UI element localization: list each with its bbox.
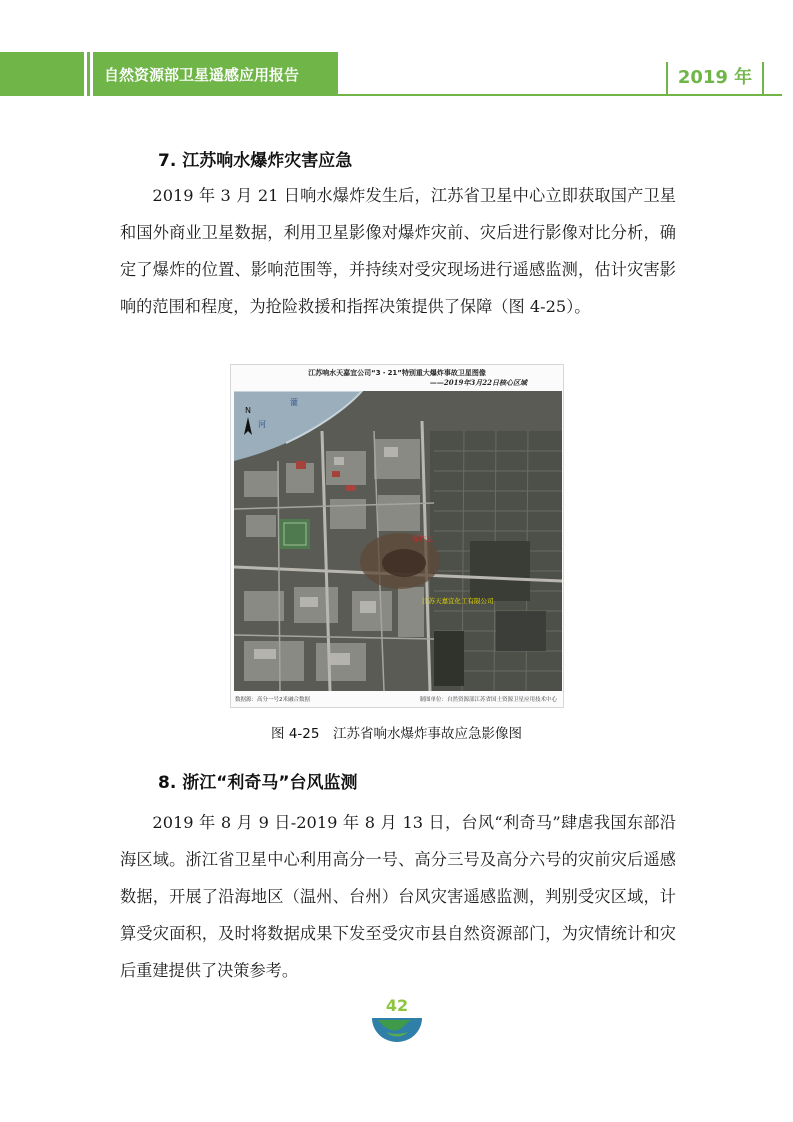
page-number: 42 (385, 996, 409, 1015)
header-stripe (90, 52, 93, 96)
data-source-note: 数据源：高分一号2米融合数据 (235, 697, 311, 703)
section-7-heading: 7. 江苏响水爆炸灾害应急 (158, 151, 353, 171)
satellite-figure (230, 364, 564, 708)
header-stripe (84, 52, 87, 96)
figure-title: 江苏响水天嘉宜公司“3・21”特别重大爆炸事故卫星图像 (308, 369, 486, 377)
header-rule (338, 94, 782, 96)
report-year: 2019 年 (677, 67, 753, 88)
figure-subtitle: ——2019年3月22日核心区域 (429, 378, 527, 387)
satellite-image (234, 391, 562, 691)
figure-caption: 图 4-25 江苏省响水爆炸事故应急影像图 (271, 726, 522, 742)
north-label: N (245, 406, 251, 415)
section-7-paragraph: 2019 年 3 月 21 日响水爆炸发生后，江苏省卫星中心立即获取国产卫星和国外商业卫星数据，利用卫星影像对爆炸灾前、灾后进行影像对比分析，确定了爆炸的位置、影响范围等，并持续对受灾现场进行遥感监测，估计灾害影响的范围和程度，为抢险救援和指挥决策提供了保障（图 4-25）。 (120, 186, 676, 316)
section-8-paragraph: 2019 年 8 月 9 日-2019 年 8 月 13 日，台风“利奇马”肆虐我国东部沿海区域。浙江省卫星中心利用高分一号、高分三号及高分六号的灾前灾后遥感数据，开展了沿海地区（温州、台州）台风灾害遥感监测，判别受灾区域，计算受灾面积，及时将数据成果下发至受灾市县自然资源部门，为灾情统计和灾后重建提供了决策参考。 (120, 813, 676, 980)
river-label: 灌 (290, 398, 298, 407)
river-label: 河 (258, 420, 266, 429)
globe-icon (372, 1018, 422, 1042)
blast-point-label: 爆炸点 (412, 535, 433, 543)
section-8-heading: 8. 浙江“利奇马”台风监测 (158, 773, 358, 793)
report-title: 自然资源部卫星遥感应用报告 (104, 66, 300, 84)
map-producer-note: 制图单位：自然资源部江苏省国土资源卫星应用技术中心 (419, 697, 557, 703)
company-label: 江苏天嘉宜化工有限公司 (422, 597, 494, 605)
